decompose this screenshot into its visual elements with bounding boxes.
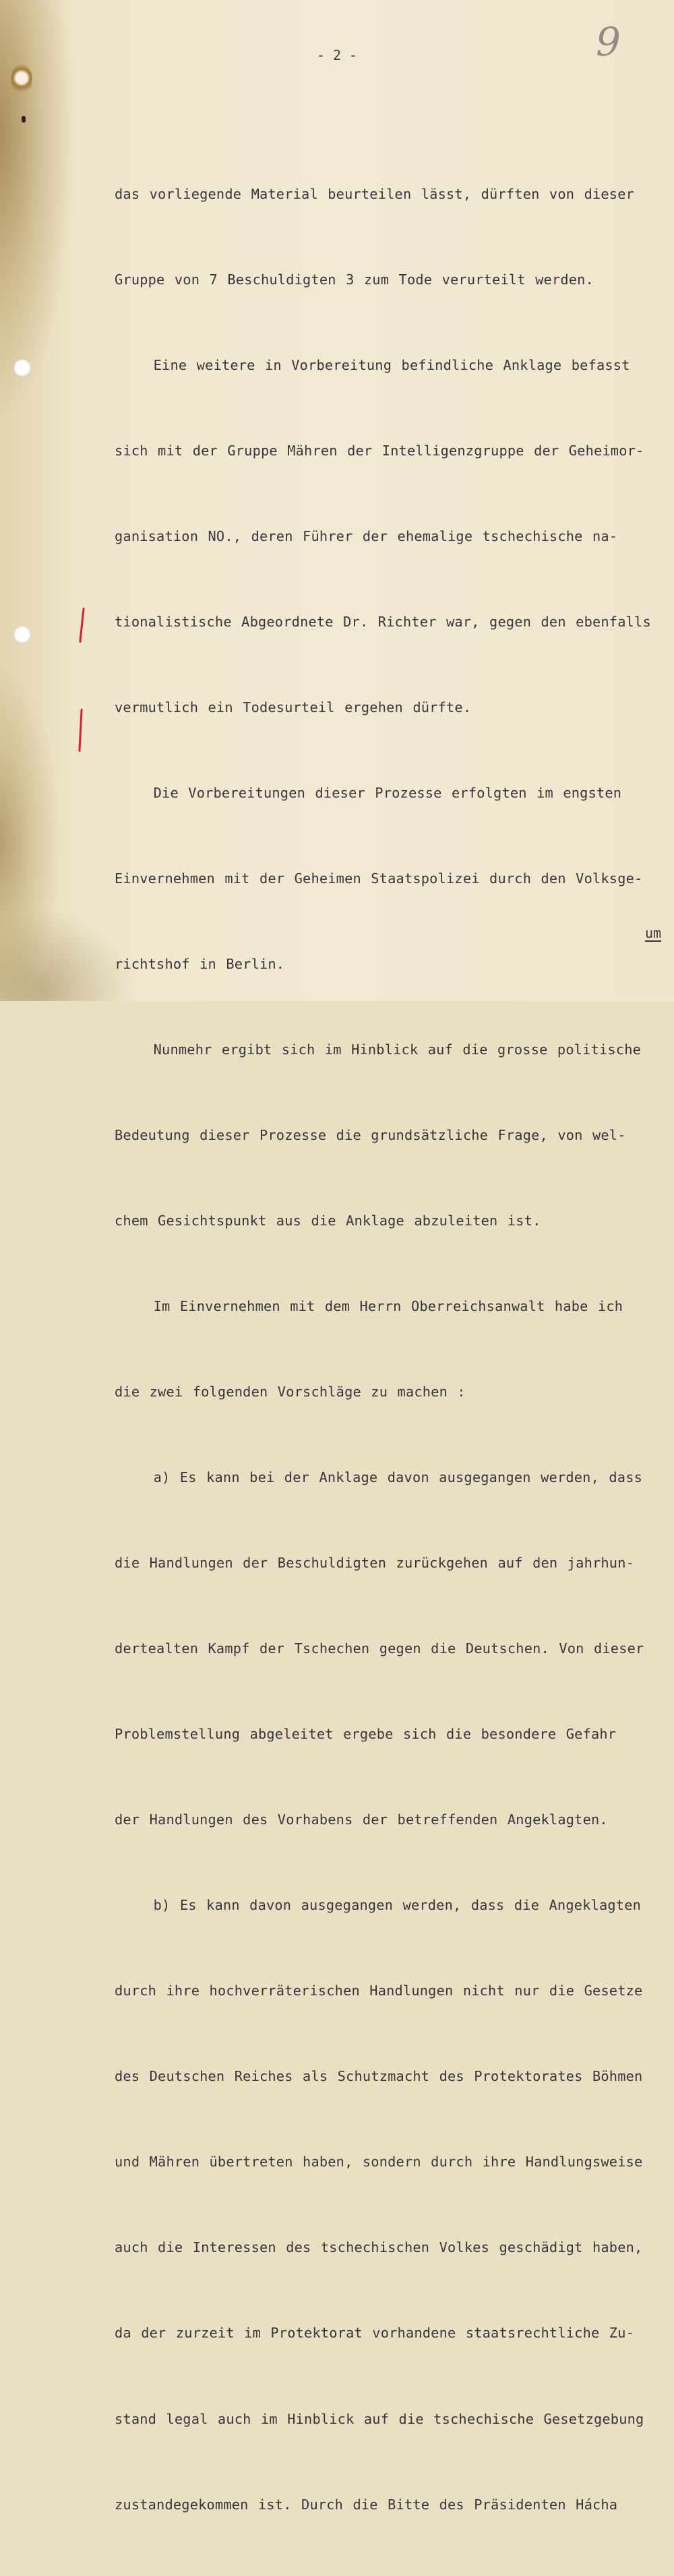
text-line: Einvernehmen mit der Geheimen Staatspolizei durch den Volksge- — [115, 870, 643, 887]
text-line: Nunmehr ergibt sich im Hinblick auf die grosse politische — [115, 1041, 642, 1058]
punch-hole-upper — [13, 359, 31, 377]
text-line: stand legal auch im Hinblick auf die tschechische Gesetzgebung — [115, 2410, 644, 2427]
catchword: um — [645, 925, 662, 941]
text-line: der Handlungen des Vorhabens der betreffenden Angeklagten. — [115, 1811, 608, 1828]
page-number: - 2 - — [316, 47, 358, 63]
text-line: richtshof in Berlin. — [115, 955, 285, 972]
folio-number: 9 — [596, 19, 621, 65]
text-line: und Mähren übertreten haben, sondern durch ihre Handlungsweise — [115, 2154, 643, 2170]
text-line: auch die Interessen des tschechischen Volkes geschädigt haben, — [115, 2239, 643, 2256]
text-line: sich mit der Gruppe Mähren der Intelligenzgruppe der Geheimor- — [115, 442, 644, 459]
text-line: die Handlungen der Beschuldigten zurückgehen auf den jahrhun- — [115, 1555, 635, 1572]
text-line: ganisation NO., deren Führer der ehemalige tschechische na- — [115, 527, 618, 544]
text-line: b) Es kann davon ausgegangen werden, dass die Angeklagten — [115, 1897, 642, 1914]
text-line: Gruppe von 7 Beschuldigten 3 zum Tode verurteilt werden. — [115, 271, 594, 288]
red-margin-mark — [79, 608, 84, 643]
text-line: tionalistische Abgeordnete Dr. Richter war, gegen den ebenfalls — [115, 613, 651, 630]
text-line: chem Gesichtspunkt aus die Anklage abzuleiten ist. — [115, 1213, 541, 1229]
text-line: Die Vorbereitungen dieser Prozesse erfolgten im engsten — [115, 784, 622, 801]
punch-hole-lower — [13, 626, 31, 643]
text-line: Problemstellung abgeleitet ergebe sich die besondere Gefahr — [115, 1726, 617, 1743]
text-line: Eine weitere in Vorbereitung befindliche Anklage befasst — [115, 356, 630, 373]
text-line: das vorliegende Material beurteilen lässt, dürften von dieser — [115, 185, 635, 202]
red-margin-mark — [78, 709, 82, 752]
text-line: da der zurzeit im Protektorat vorhandene staatsrechtliche Zu- — [115, 2325, 635, 2342]
text-line: dertealten Kampf der Tschechen gegen die Deutschen. Von dieser — [115, 1640, 644, 1657]
text-line: durch ihre hochverräterischen Handlungen nicht nur die Gesetze — [115, 1983, 643, 1999]
text-line: die zwei folgenden Vorschläge zu machen : — [115, 1384, 466, 1400]
text-line: Im Einvernehmen mit dem Herrn Oberreichsanwalt habe ich — [115, 1298, 623, 1315]
text-line: Bedeutung dieser Prozesse die grundsätzliche Frage, von wel- — [115, 1127, 626, 1144]
ink-spot — [22, 116, 26, 123]
text-line: vermutlich ein Todesurteil ergehen dürfte. — [115, 699, 472, 715]
text-line: des Deutschen Reiches als Schutzmacht des Protektorates Böhmen — [115, 2068, 643, 2085]
text-line: a) Es kann bei der Anklage davon ausgegangen werden, dass — [115, 1469, 643, 1486]
text-line: zustandegekommen ist. Durch die Bitte des Präsidenten Hácha — [115, 2496, 618, 2513]
burn-mark — [11, 65, 32, 94]
typed-body-text — [115, 123, 664, 2576]
